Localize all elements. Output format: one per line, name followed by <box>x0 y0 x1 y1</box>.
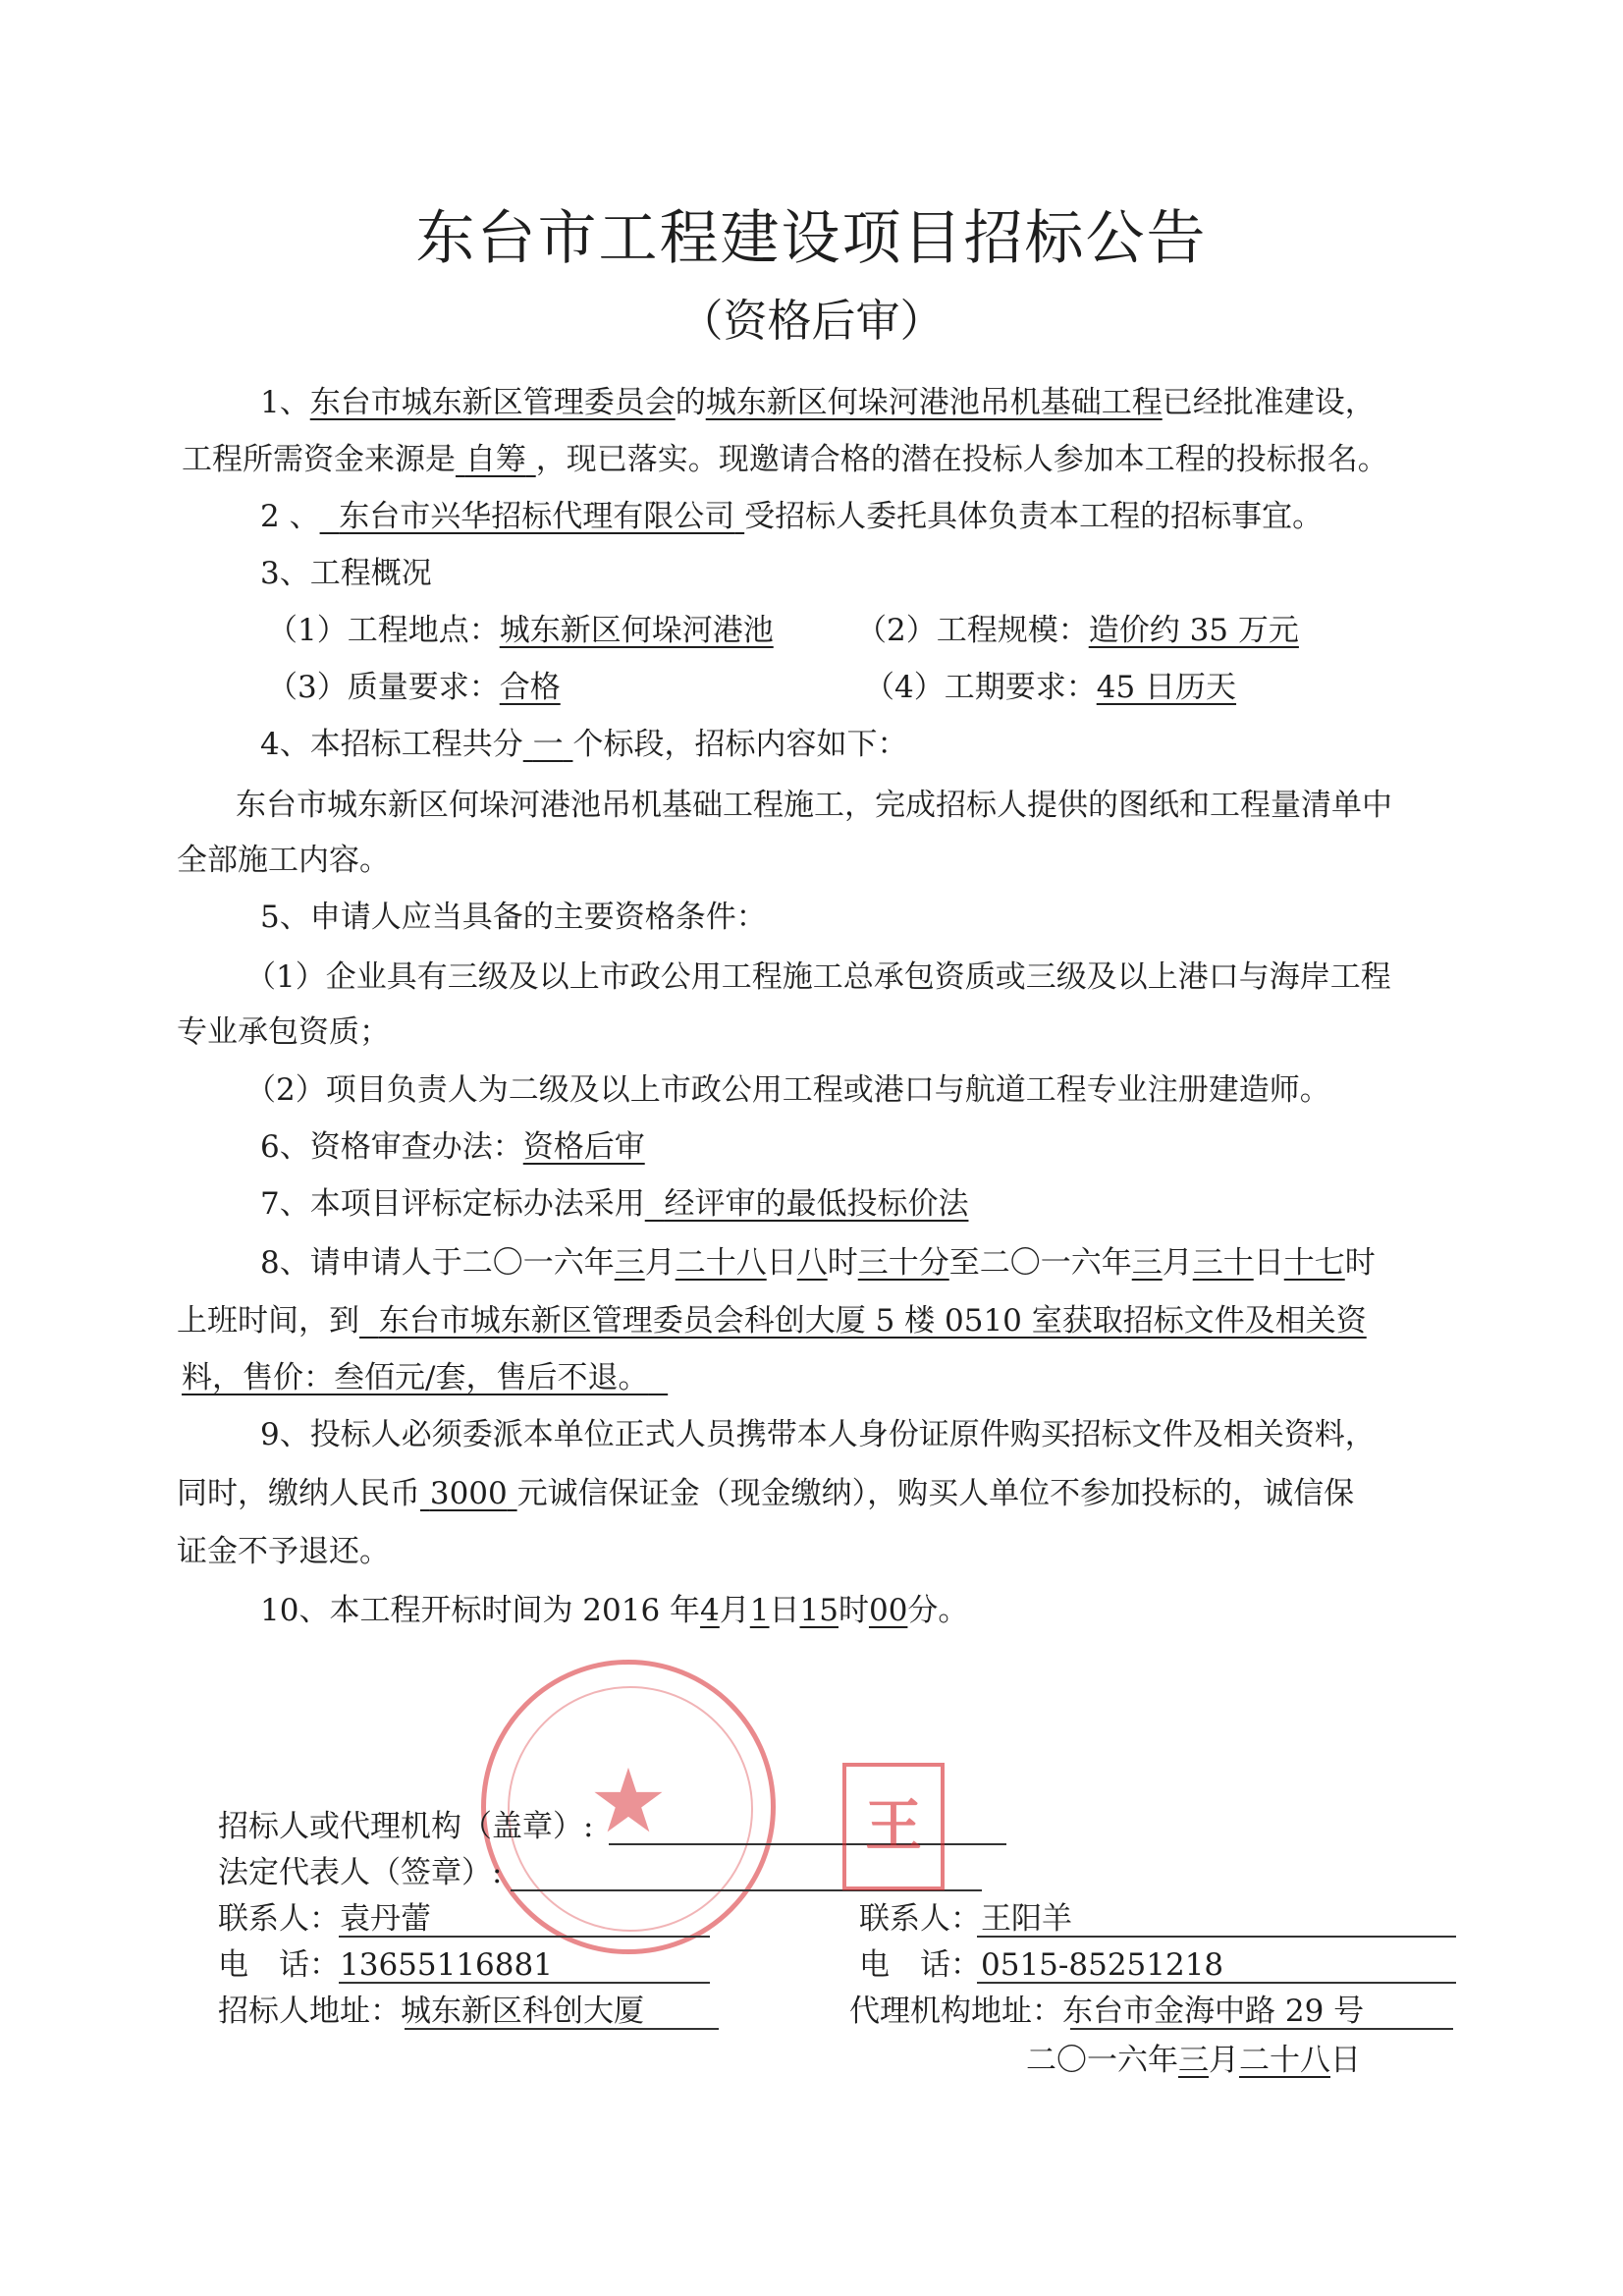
contact-right-row <box>859 1899 1072 1939</box>
text: 元诚信保证金（现金缴纳），购买人单位不参加投标的，诚信保 <box>516 1476 1355 1511</box>
scale-row <box>856 611 1299 650</box>
start-minute: 三十分 <box>857 1245 949 1281</box>
opening-hour: 15 <box>799 1593 839 1628</box>
end-month: 三 <box>1131 1245 1163 1281</box>
tenderer-address-line <box>405 2028 719 2030</box>
para-4-content-1: 东台市城东新区何垛河港池吊机基础工程施工，完成招标人提供的图纸和工程量清单中 <box>236 788 1392 823</box>
para-5-heading: 5、申请人应当具备的主要资格条件： <box>260 900 767 935</box>
para-9-line-3: 证金不予退还。 <box>177 1534 390 1569</box>
contact-left-line <box>339 1936 710 1938</box>
text: 日 <box>1330 2043 1361 2078</box>
agent-address-label: 代理机构地址： <box>849 1994 1062 2029</box>
location-value: 城东新区何垛河港池 <box>499 613 774 648</box>
contact-label: 联系人： <box>859 1901 981 1937</box>
text: 4、本招标工程共分 <box>260 727 523 762</box>
phone-left-row <box>218 1945 553 1985</box>
agent-name: 东台市兴华招标代理有限公司 <box>339 499 735 534</box>
legal-rep-label: 法定代表人（签章）: <box>218 1855 503 1890</box>
end-hour: 十七 <box>1283 1245 1345 1281</box>
period-label: （4）工期要求： <box>864 670 1097 705</box>
seal-character: 王 <box>864 1792 922 1859</box>
quality-row <box>267 668 561 707</box>
agent-address: 东台市金海中路 29 号 <box>1062 1994 1365 2029</box>
location-row <box>267 611 774 650</box>
text: 分。 <box>907 1593 969 1628</box>
contact-label: 联系人： <box>218 1901 340 1937</box>
tenderer-address-row <box>218 1992 644 2031</box>
para-1-line-2 <box>182 440 1388 479</box>
text: 月 <box>1209 2043 1239 2078</box>
start-day: 二十八 <box>675 1245 767 1281</box>
tenderer-address: 城东新区科创大厦 <box>401 1994 644 2029</box>
text: ，现已落实。现邀请合格的潜在投标人参加本工程的投标报名。 <box>535 442 1388 477</box>
text: 月 <box>644 1245 676 1281</box>
review-method-label: 6、资格审查办法： <box>260 1129 523 1165</box>
para-1-line-1 <box>260 383 1376 422</box>
text: 时 <box>838 1593 869 1628</box>
text: 已经批准建设， <box>1162 385 1376 420</box>
text: 的 <box>675 385 706 420</box>
text: 时 <box>1344 1245 1376 1281</box>
phone-right-row <box>859 1945 1223 1985</box>
personal-seal <box>842 1763 945 1890</box>
text: 时 <box>827 1245 858 1281</box>
issue-day: 二十八 <box>1239 2043 1330 2078</box>
para-2 <box>260 497 1323 536</box>
start-month: 三 <box>614 1245 645 1281</box>
text: 10、本工程开标时间为 2016 年 <box>260 1593 701 1628</box>
text: 个标段，招标内容如下： <box>572 727 908 762</box>
contact-left-row <box>218 1899 431 1939</box>
text: 二〇一六年 <box>1026 2043 1178 2078</box>
phone-label: 电 话： <box>859 1947 981 1983</box>
para-8-line-2 <box>177 1301 1367 1340</box>
contact-left-name: 袁丹蕾 <box>340 1901 431 1937</box>
para-6 <box>260 1127 645 1167</box>
project-name: 城东新区何垛河港池吊机基础工程 <box>705 385 1163 420</box>
text: 月 <box>1162 1245 1193 1281</box>
text: 日 <box>1253 1245 1284 1281</box>
agent-address-row <box>849 1992 1364 2031</box>
scale-label: （2）工程规模： <box>856 613 1089 648</box>
opening-month: 4 <box>700 1593 720 1628</box>
opening-minute: 00 <box>868 1593 908 1628</box>
text: 上班时间，到 <box>177 1303 359 1339</box>
page-subtitle: （资格后审） <box>678 295 945 347</box>
text: 月 <box>719 1593 750 1628</box>
text: 受招标人委托具体负责本工程的招标事宜。 <box>744 499 1324 534</box>
para-4-content-2: 全部施工内容。 <box>177 843 390 878</box>
document-pickup-location: 东台市城东新区管理委员会科创大厦 5 楼 0510 室获取招标文件及相关资 <box>378 1303 1367 1339</box>
agent-address-line <box>1070 2028 1453 2030</box>
scale-value: 造价约 35 万元 <box>1088 613 1299 648</box>
quality-value: 合格 <box>499 670 561 705</box>
issue-date <box>1026 2041 1361 2080</box>
phone-left-line <box>339 1982 710 1984</box>
phone-left-number: 13655116881 <box>340 1947 553 1983</box>
para-4-heading <box>260 725 907 764</box>
end-day: 三十 <box>1192 1245 1254 1281</box>
evaluation-method: 经评审的最低投标价法 <box>664 1186 969 1222</box>
tenderer-address-label: 招标人地址： <box>218 1994 401 2029</box>
period-value: 45 日历天 <box>1096 670 1237 705</box>
document-price: 料，售价：叁佰元/套，售后不退。 <box>182 1360 649 1395</box>
qualification-1-line-1: （1）企业具有三级及以上市政公用工程施工总承包资质或三级及以上港口与海岸工程 <box>245 959 1391 995</box>
para-9-line-2 <box>177 1474 1354 1513</box>
org-seal-label: 招标人或代理机构（盖章）: <box>218 1809 594 1844</box>
text: 日 <box>769 1593 800 1628</box>
text: 8、请申请人于二〇一六年 <box>260 1245 615 1281</box>
org-seal-line <box>609 1843 1006 1845</box>
phone-right-number: 0515-85251218 <box>981 1947 1224 1983</box>
text: 日 <box>766 1245 797 1281</box>
phone-right-line <box>977 1982 1456 1984</box>
para-8-line-3 <box>182 1358 668 1397</box>
evaluation-label: 7、本项目评标定标办法采用 <box>260 1186 645 1222</box>
opening-day: 1 <box>749 1593 770 1628</box>
para-3-heading: 3、工程概况 <box>260 556 432 591</box>
review-method-value: 资格后审 <box>522 1129 645 1165</box>
para-9-line-1: 9、投标人必须委派本单位正式人员携带本人身份证原件购买招标文件及相关资料， <box>260 1417 1376 1452</box>
text: 工程所需资金来源是 <box>182 442 456 477</box>
qualification-1-line-2: 专业承包资质； <box>177 1014 390 1050</box>
text: 至二〇一六年 <box>948 1245 1132 1281</box>
deposit-amount: 3000 <box>429 1476 508 1511</box>
text: 同时，缴纳人民币 <box>177 1476 420 1511</box>
para-7 <box>260 1184 968 1224</box>
location-label: （1）工程地点： <box>267 613 500 648</box>
stamp-star-icon: ★ <box>588 1750 669 1853</box>
funds-source: 自筹 <box>464 442 526 477</box>
contact-right-line <box>977 1936 1456 1938</box>
start-hour: 八 <box>796 1245 828 1281</box>
para-8-line-1 <box>260 1243 1376 1283</box>
period-row <box>864 668 1236 707</box>
item-number: 1、 <box>260 385 310 420</box>
phone-label: 电 话： <box>218 1947 340 1983</box>
para-10 <box>260 1591 968 1630</box>
page-title: 东台市工程建设项目招标公告 <box>415 204 1208 273</box>
tenderer-name: 东台市城东新区管理委员会 <box>309 385 676 420</box>
section-count: 一 <box>532 727 564 762</box>
quality-label: （3）质量要求： <box>267 670 500 705</box>
qualification-2: （2）项目负责人为二级及以上市政公用工程或港口与航道工程专业注册建造师。 <box>245 1072 1330 1108</box>
contact-right-name: 王阳羊 <box>981 1901 1072 1937</box>
issue-month: 三 <box>1178 2043 1209 2078</box>
item-number: 2 、 <box>260 499 320 534</box>
